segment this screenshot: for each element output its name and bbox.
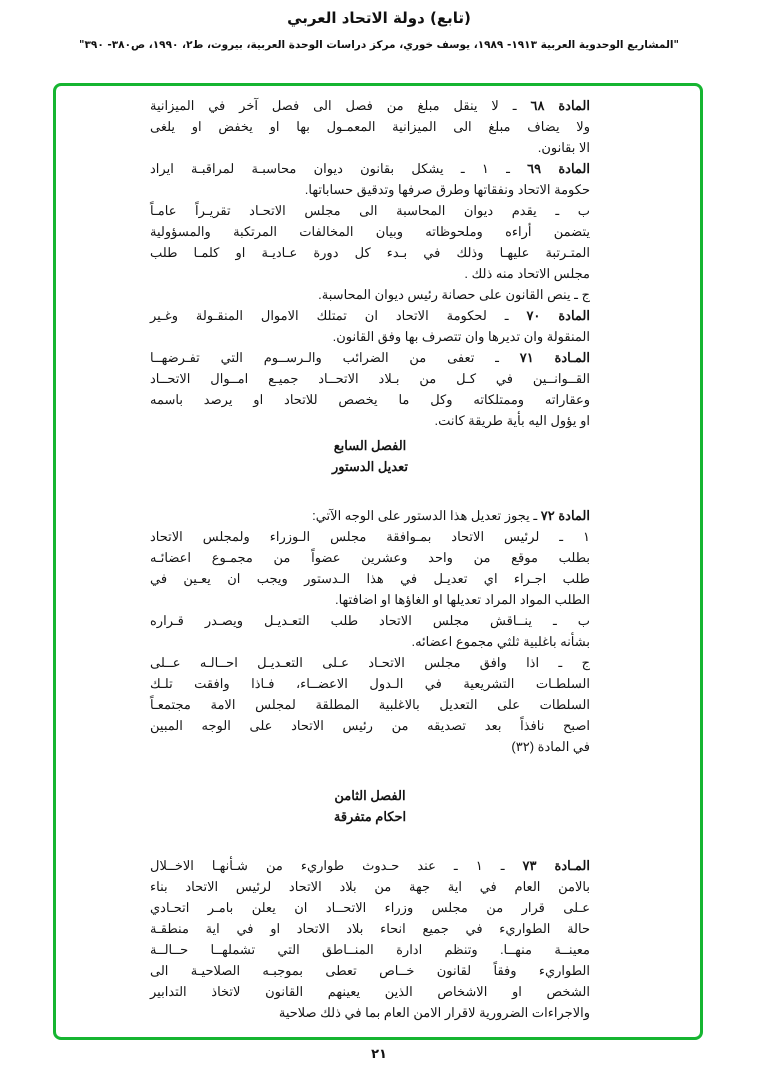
page-number: ٢١: [371, 1047, 387, 1062]
line-text: القــوانــين في كـل من بـلاد الاتحــاد جميـع امــوال الاتحــاد: [150, 371, 590, 386]
text-line: [150, 263, 590, 284]
text-line: [150, 1002, 590, 1023]
text-line: [150, 736, 590, 757]
line-text: ج ـ ينص القانون على حصانة رئيس ديوان المحاسبة.: [318, 287, 590, 302]
line-text: حالة الطواريء في جميع انحاء بلاد الاتحاد او في اية منطقـة: [150, 921, 590, 936]
text-line: [150, 939, 590, 960]
line-text: حكومة الاتحاد ونفقاتها وطرق صرفها وتدقيق حساباتها.: [304, 182, 590, 197]
spacer: [150, 827, 590, 855]
scanned-page-text: [150, 95, 590, 1023]
line-text: السلطـات التشريعية في الـدول الاعضــاء، فـاذا وافقت تلـك: [150, 676, 590, 691]
line-text: ـ ١ ـ عند حـدوث طواريء من شـأنهـا الاخــلال: [150, 858, 523, 873]
spacer: [150, 477, 590, 505]
text-line: [150, 526, 590, 547]
spacer: [150, 757, 590, 785]
line-text: يتضمن أراءه وملحوظاته وبيان المخالفات المرتكبة والمسؤولية: [150, 224, 590, 239]
line-text: ـ يجوز تعديل هذا الدستور على الوجه الآتي:: [312, 508, 541, 523]
text-line: [150, 389, 590, 410]
line-text: في المادة (٣٢): [511, 739, 590, 754]
line-text: الا بقانون.: [537, 140, 590, 155]
text-line: [150, 116, 590, 137]
text-line: [150, 95, 590, 116]
article-label: المـادة ٧٣: [522, 858, 590, 873]
text-line: [150, 547, 590, 568]
chapter-7-subtitle: تعديل الدستور: [332, 459, 408, 474]
text-line: [150, 221, 590, 242]
text-line: [150, 568, 590, 589]
document-title: (تابع) دولة الاتحاد العربي: [287, 9, 471, 27]
line-text: بطلب موقع من واحد وعشرين عضواً من مجمـوع اعضائـه: [150, 550, 590, 565]
line-text: الطواريء وفقاً لقانون خــاص تعطى بموجبـه الصلاحيـة الى: [150, 963, 590, 978]
line-text: والاجراءات الضرورية لاقرار الامن العام بما في ذلك صلاحية: [278, 1005, 590, 1020]
line-text: او يؤول اليه بأية طريقة كانت.: [434, 413, 590, 428]
line-text: وعقاراته وممتلكاته وكل ما يخصص للاتحاد او يرصد باسمه: [150, 392, 590, 407]
article-label: المـادة ٧١: [519, 350, 590, 365]
text-line: [150, 918, 590, 939]
text-line: [150, 981, 590, 1002]
text-line: [150, 673, 590, 694]
line-text: عـلى قرار من مجلس وزراء الاتحــاد ان يعلن بامـر اتحـادي: [150, 900, 590, 915]
line-text: اصبح نافذاً بعد تصديقه من رئيس الاتحاد على الوجه المبين: [150, 718, 590, 733]
text-line: [150, 876, 590, 897]
article-72: [150, 505, 590, 757]
text-line: [150, 326, 590, 347]
article-label: المادة ٦٨: [530, 98, 591, 113]
article-label: المادة ٧٢: [540, 508, 590, 523]
line-text: ـ ١ ـ يشكل بقانون ديوان محاسبـة لمراقبـة ايراد: [150, 161, 528, 176]
text-line: [150, 694, 590, 715]
line-text: ولا يضاف مبلغ الى الميزانية المعمـول بها او يخفض او يلغى: [150, 119, 590, 134]
line-text: السلطات على التعديل بالاغلبية المطلقة لمجلس الامة مجتمعـاً: [150, 697, 590, 712]
text-line: [150, 897, 590, 918]
text-line: [150, 631, 590, 652]
text-line: [150, 368, 590, 389]
line-text: ج ـ اذا وافق مجلس الاتحـاد عـلى التعـديـل احــالـه عــلى: [150, 655, 590, 670]
chapter-8-subtitle: احكام متفرقة: [333, 809, 407, 824]
document-citation: "المشاريع الوحدوية العربية ١٩١٣- ١٩٨٩، يوسف خوري، مركز دراسات الوحدة العربية، بيروت، ط٢، ١٩٩٠، ص٣٨٠- ٣٩٠": [79, 39, 679, 51]
text-line: [150, 410, 590, 431]
text-line: [150, 305, 590, 326]
line-text: ب ـ ينــاقش مجلس الاتحاد طلب التعـديـل ويصـدر قـراره: [150, 613, 590, 628]
line-text: ـ لحكومة الاتحاد ان تمتلك الاموال المنقـولة وغـير: [150, 308, 527, 323]
text-line: [150, 242, 590, 263]
text-line: [150, 158, 590, 179]
text-line: [150, 610, 590, 631]
text-line: [150, 179, 590, 200]
line-text: الطلب المواد المراد تعديلها او الغاؤها او اضافتها.: [334, 592, 590, 607]
line-text: بالامن العام في اية جهة من بلاد الاتحاد لرئيس الاتحاد بناء: [150, 879, 590, 894]
chapter-7-title: الفصل السابع: [333, 438, 407, 453]
text-line: [150, 589, 590, 610]
line-text: ـ تعفى من الضرائب والـرســوم التي تفـرضهــا: [150, 350, 520, 365]
line-text: ب ـ يقدم ديوان المحاسبة الى مجلس الاتحـاد تقريـراً عامـاً: [150, 203, 590, 218]
articles-68-71: [150, 95, 590, 431]
text-line: [150, 960, 590, 981]
text-line: [150, 505, 590, 526]
line-text: معينــة منهــا. وتنظم ادارة المنــاطق التي تشملهــا حــالــة: [150, 942, 590, 957]
line-text: ـ لا ينقل مبلغ من فصل الى فصل آخر في الميزانية: [150, 98, 531, 113]
line-text: المتـرتبة عليهـا وذلك في بـدء كل دورة عـاديـة او كلمـا طلب: [150, 245, 590, 260]
line-text: المنقولة وان تديرها وان تتصرف بها وفق القانون.: [332, 329, 590, 344]
article-label: المادة ٦٩: [527, 161, 590, 176]
article-label: المادة ٧٠: [526, 308, 590, 323]
chapter-8-title: الفصل الثامن: [334, 788, 406, 803]
text-line: [150, 137, 590, 158]
line-text: ١ ـ لرئيس الاتحاد بمـوافقة مجلس الـوزراء ولمجلس الاتحاد: [150, 529, 590, 544]
text-line: [150, 347, 590, 368]
text-line: [150, 855, 590, 876]
line-text: الشخص او الاشخاص الذين يعينهم القانون لاتخاذ التدابير: [150, 984, 590, 999]
text-line: [150, 652, 590, 673]
line-text: مجلس الاتحاد منه ذلك .: [464, 266, 590, 281]
line-text: بشأنه باغلبية ثلثي مجموع اعضائه.: [411, 634, 590, 649]
text-line: [150, 200, 590, 221]
line-text: طلب اجـراء اي تعديـل في هذا الـدستور ويجب ان يعـين في: [150, 571, 590, 586]
article-73: [150, 855, 590, 1023]
text-line: [150, 284, 590, 305]
text-line: [150, 715, 590, 736]
